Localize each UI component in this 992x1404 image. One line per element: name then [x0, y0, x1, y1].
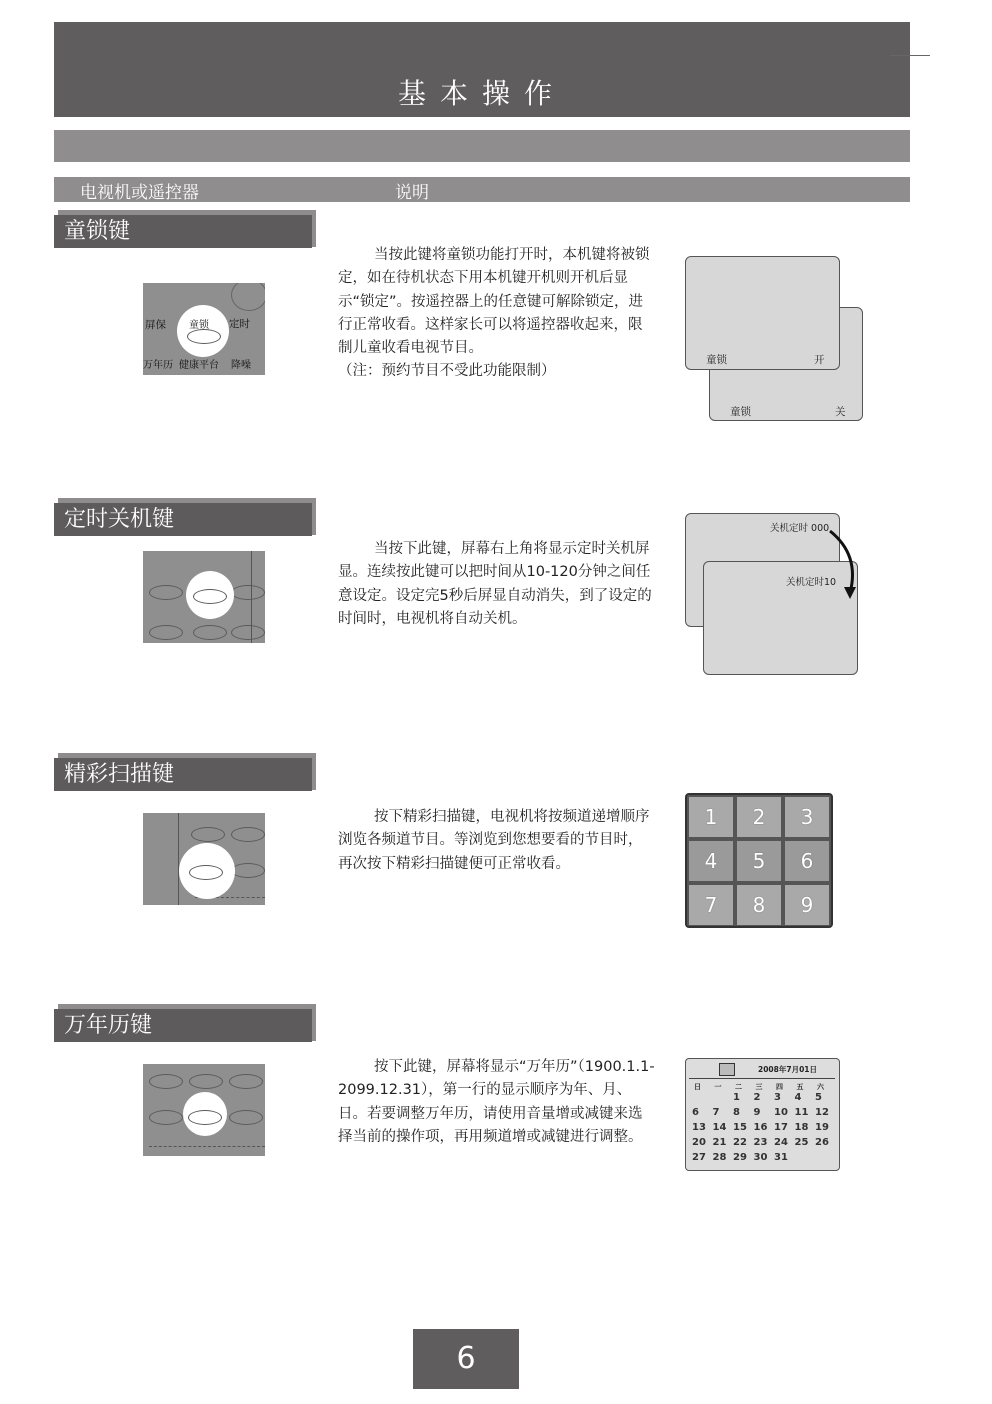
calendar-day: 13 — [692, 1122, 706, 1133]
remote-scan — [143, 813, 265, 905]
remote-label-child-lock: 童锁 — [189, 320, 209, 331]
remote-button — [191, 827, 225, 842]
calendar-screen — [685, 1058, 840, 1171]
calendar-day: 19 — [815, 1122, 829, 1133]
calendar-day: 9 — [753, 1107, 761, 1118]
calendar-weekday: 六 — [817, 1083, 824, 1091]
calendar-day: 3 — [774, 1092, 781, 1103]
calendar-day: 30 — [753, 1152, 768, 1163]
description-calendar — [338, 1056, 656, 1149]
screen-label: 关机定时 000 — [770, 523, 830, 534]
section-title-scan: 精彩扫描键 — [54, 758, 312, 791]
remote-calendar — [143, 1064, 265, 1156]
calendar-day: 20 — [692, 1137, 706, 1148]
remote-button — [229, 1074, 263, 1089]
remote-button — [193, 625, 227, 640]
remote-button — [149, 1110, 183, 1125]
channel-grid — [685, 793, 833, 928]
calendar-weekday: 一 — [714, 1083, 722, 1091]
remote-button — [149, 625, 183, 640]
grid-cell: 7 — [689, 885, 733, 925]
section-title-calendar: 万年历键 — [54, 1009, 312, 1042]
screen-value: 开 — [814, 354, 825, 366]
tv-screen-on — [685, 256, 840, 370]
remote-child-lock — [143, 283, 265, 375]
description-child-lock — [338, 244, 656, 384]
calendar-weekday: 二 — [735, 1083, 742, 1091]
calendar-day: 8 — [733, 1107, 740, 1118]
corner-rule — [890, 55, 930, 56]
divider — [251, 551, 252, 643]
grid-cell: 2 — [737, 797, 781, 837]
calendar-day: 5 — [815, 1092, 822, 1103]
calendar-day: 11 — [794, 1107, 809, 1118]
grid-cell: 4 — [689, 841, 733, 881]
remote-label-noise: 降噪 — [231, 360, 251, 371]
description-scan — [338, 806, 656, 876]
calendar-button — [188, 1110, 222, 1125]
grid-cell: 8 — [737, 885, 781, 925]
calendar-weekday: 五 — [796, 1083, 804, 1091]
remote-sleep-timer — [143, 551, 265, 643]
description-text: 当按下此键，屏幕右上角将显示定时关机屏显。连续按此键可以把时间从10-120分钟之间任意设定。设定完5秒后屏显自动消失，到了设定的时间时，电视机将自动关机。 — [338, 541, 652, 627]
calendar-day: 2 — [753, 1092, 761, 1103]
calendar-day: 15 — [733, 1122, 747, 1133]
calendar-icon — [719, 1063, 735, 1076]
calendar-day: 27 — [692, 1152, 706, 1163]
remote-button — [189, 1074, 223, 1089]
remote-label-health: 健康平台 — [179, 360, 219, 371]
calendar-day: 14 — [712, 1122, 727, 1133]
calendar-day: 16 — [753, 1122, 768, 1133]
remote-button — [229, 1110, 263, 1125]
calendar-weekday: 四 — [776, 1083, 783, 1091]
arrow-curve-icon — [820, 525, 865, 605]
calendar-day: 26 — [815, 1137, 829, 1148]
divider — [149, 1146, 265, 1148]
calendar-day: 7 — [712, 1107, 720, 1118]
calendar-day: 6 — [692, 1107, 699, 1118]
remote-button — [149, 1074, 183, 1089]
divider — [689, 1078, 835, 1079]
calendar-day: 10 — [774, 1107, 788, 1118]
description-sleep-timer — [338, 538, 656, 631]
remote-button — [149, 585, 183, 600]
sub-band — [54, 130, 910, 162]
calendar-day: 31 — [774, 1152, 788, 1163]
calendar-day: 22 — [733, 1137, 747, 1148]
calendar-weekday: 日 — [694, 1083, 701, 1091]
grid-cell: 5 — [737, 841, 781, 881]
divider — [178, 813, 179, 905]
description-text: 按下精彩扫描键，电视机将按频道递增顺序浏览各频道节目。等浏览到您想要看的节目时，再次按下精彩扫描键便可正常收看。 — [338, 809, 650, 872]
calendar-day: 29 — [733, 1152, 747, 1163]
sleep-timer-button — [193, 589, 227, 604]
screen-label: 童锁 — [730, 406, 751, 418]
child-lock-button — [187, 329, 221, 344]
remote-button — [231, 863, 265, 878]
calendar-day: 28 — [712, 1152, 727, 1163]
calendar-day: 24 — [774, 1137, 788, 1148]
description-text: 当按此键将童锁功能打开时，本机键将被锁定，如在待机状态下用本机键开机则开机后显示“锁定”。按遥控器上的任意键可解除锁定，进行正常收看。这样家长可以将遥控器收起来，限制儿童收看电视节目。 — [338, 247, 650, 357]
calendar-day: 23 — [753, 1137, 768, 1148]
scan-button — [189, 865, 223, 880]
page-title: 基本操作 — [397, 77, 566, 110]
calendar-day: 4 — [794, 1092, 802, 1103]
calendar-day: 12 — [815, 1107, 829, 1118]
calendar-day: 17 — [774, 1122, 788, 1133]
remote-button — [231, 585, 265, 600]
grid-cell: 6 — [785, 841, 829, 881]
calendar-weekday: 三 — [755, 1083, 763, 1091]
remote-label-calendar: 万年历 — [143, 360, 173, 371]
page-number: 6 — [413, 1329, 519, 1389]
screen-label: 童锁 — [706, 354, 727, 366]
calendar-day: 25 — [794, 1137, 809, 1148]
screen-label: 关机定时10 — [786, 577, 837, 588]
remote-button — [231, 827, 265, 842]
grid-cell: 3 — [785, 797, 829, 837]
description-note: （注：预约节目不受此功能限制） — [338, 363, 556, 380]
remote-label-timer: 定时 — [229, 318, 250, 330]
calendar-day: 21 — [712, 1137, 727, 1148]
remote-label-screensaver: 屏保 — [145, 319, 166, 331]
remote-button-outline — [231, 283, 265, 311]
screen-value: 关 — [835, 406, 846, 418]
calendar-day: 1 — [733, 1092, 740, 1103]
section-title-child-lock: 童锁键 — [54, 215, 312, 248]
grid-cell: 9 — [785, 885, 829, 925]
description-text: 按下此键，屏幕将显示“万年历”（1900.1.1-2099.12.31），第一行的显示顺序为年、月、日。若要调整万年历，请使用音量增或减键来选择当前的操作项，再用频道增或减键进行调整。 — [338, 1059, 655, 1145]
grid-cell: 1 — [689, 797, 733, 837]
section-title-sleep-timer: 定时关机键 — [54, 503, 312, 536]
calendar-title: 2008年7月01日 — [758, 1065, 818, 1074]
remote-button — [231, 625, 265, 640]
column-header-left: 电视机或遥控器 — [80, 183, 199, 203]
column-header-right: 说明 — [395, 183, 429, 203]
calendar-day: 18 — [794, 1122, 809, 1133]
